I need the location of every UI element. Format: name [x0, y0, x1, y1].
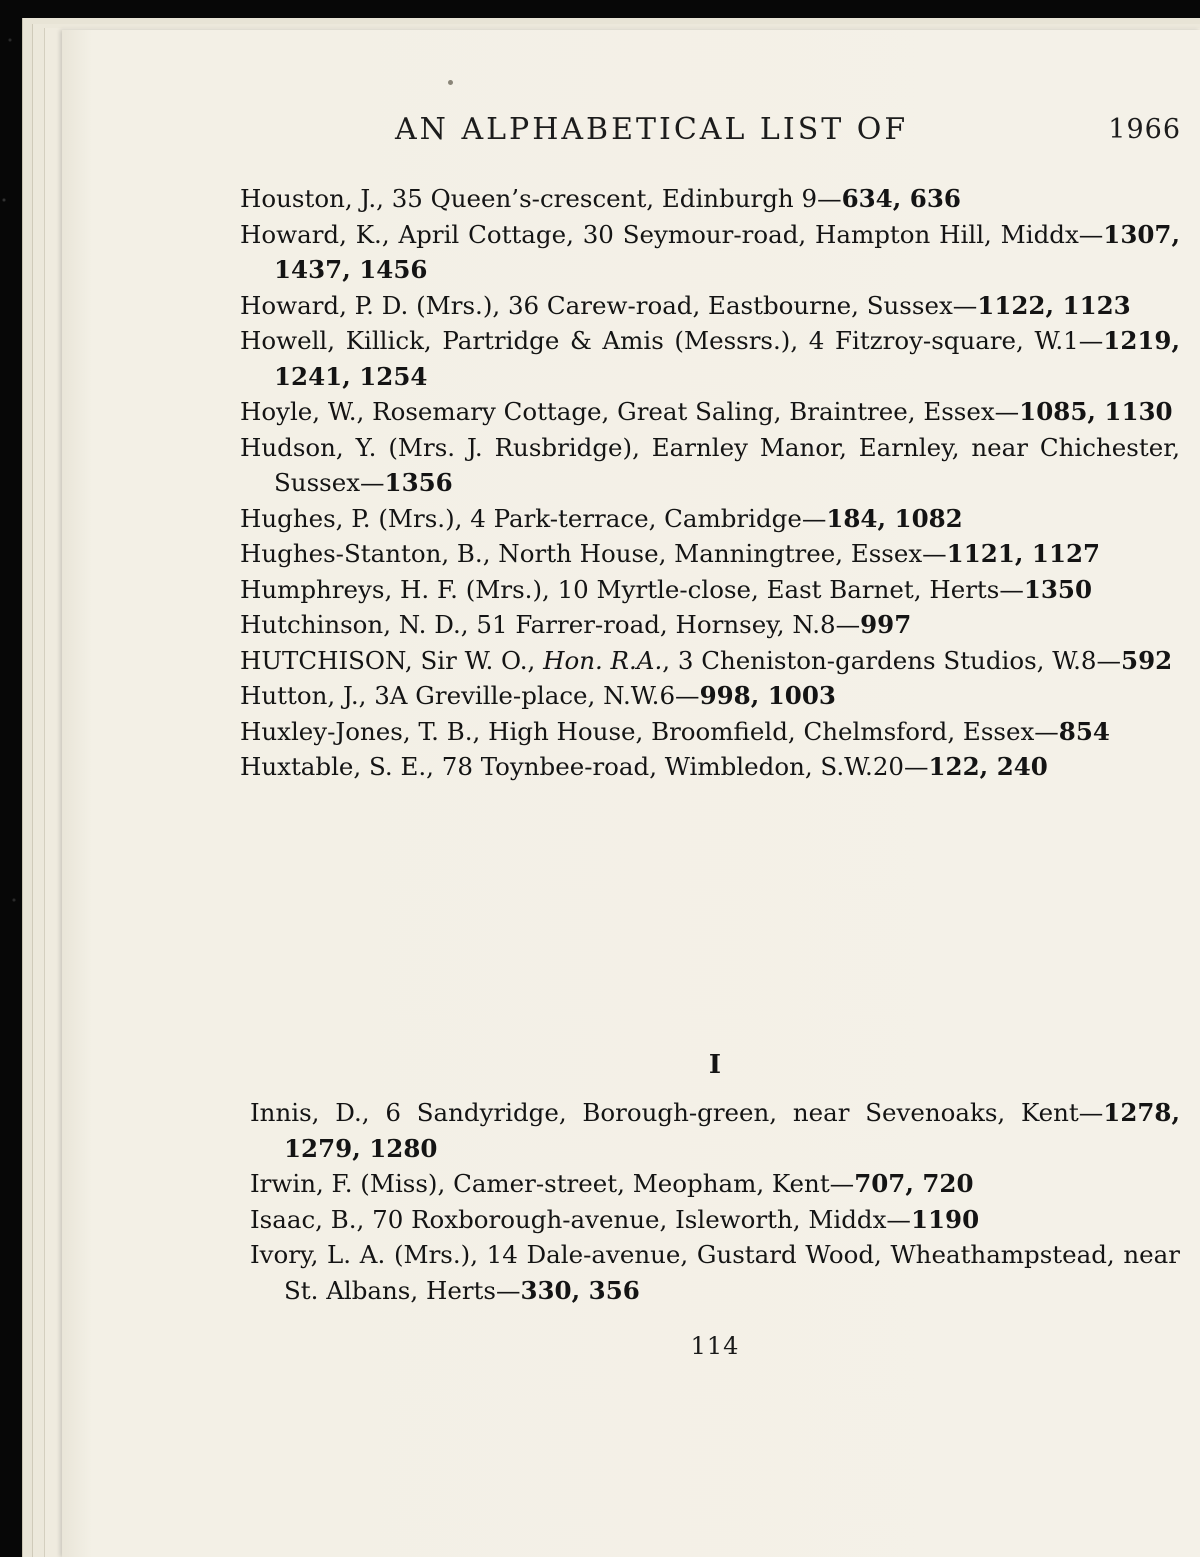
entry-refs: 1190	[910, 1204, 980, 1234]
list-entry: Houston, J., 35 Queen’s-crescent, Edinburgh 9—634, 636	[240, 184, 961, 213]
list-entry: Howell, Killick, Partridge & Amis (Messrs.), 4 Fitzroy-square, W.1—1219, 1241, 1254	[240, 326, 1180, 391]
list-entry: Hutchinson, N. D., 51 Farrer-road, Hornsey, N.8—997	[240, 610, 912, 639]
header-title: AN ALPHABETICAL LIST OF	[395, 112, 909, 147]
entry-refs: 1350	[1023, 574, 1093, 604]
list-entry: Hoyle, W., Rosemary Cottage, Great Saling, Braintree, Essex—1085, 1130	[240, 397, 1173, 426]
section-letter-heading: I	[708, 1050, 722, 1080]
entry-refs: 854	[1058, 716, 1110, 746]
list-entry: Huxtable, S. E., 78 Toynbee-road, Wimbledon, S.W.20—122, 240	[240, 752, 1048, 781]
entry-refs: 634, 636	[841, 184, 961, 213]
entry-refs: 1121, 1127	[946, 539, 1101, 568]
entry-refs: 998, 1003	[699, 681, 836, 710]
page-speck	[448, 80, 453, 85]
page-number: 114	[690, 1332, 740, 1360]
entry-list-i	[250, 1095, 1180, 1308]
entry-refs: 1278, 1279, 1280	[284, 1098, 1180, 1163]
list-entry: Hutton, J., 3A Greville-place, N.W.6—998, 1003	[240, 681, 836, 710]
list-entry: Huxley-Jones, T. B., High House, Broomfield, Chelmsford, Essex—854	[240, 716, 1110, 746]
entry-refs: 330, 356	[520, 1275, 640, 1305]
entry-refs: 122, 240	[928, 752, 1048, 781]
list-entry: Howard, K., April Cottage, 30 Seymour-road, Hampton Hill, Middx—1307, 1437, 1456	[240, 219, 1180, 284]
entry-refs: 1085, 1130	[1019, 397, 1173, 426]
entry-refs: 592	[1121, 645, 1173, 675]
entry-refs: 997	[860, 610, 912, 639]
entry-refs: 1122, 1123	[977, 290, 1131, 320]
entry-refs: 184, 1082	[826, 503, 963, 533]
list-entry: Humphreys, H. F. (Mrs.), 10 Myrtle-close, East Barnet, Herts—1350	[240, 574, 1093, 604]
running-header	[395, 112, 1185, 152]
honorific: Hon. R.A.	[543, 645, 663, 675]
list-entry: Ivory, L. A. (Mrs.), 14 Dale-avenue, Gustard Wood, Wheathampstead, near St. Albans, Herts—330, 356	[250, 1240, 1180, 1305]
header-number: 1966	[1108, 114, 1181, 145]
entry-refs: 1307, 1437, 1456	[274, 219, 1180, 284]
entry-refs: 1356	[384, 468, 453, 497]
entry-list-h	[240, 181, 1180, 785]
list-entry: Hughes-Stanton, B., North House, Manningtree, Essex—1121, 1127	[240, 539, 1101, 568]
list-entry: Isaac, B., 70 Roxborough-avenue, Isleworth, Middx—1190	[250, 1204, 980, 1234]
entry-refs: 1219, 1241, 1254	[274, 326, 1180, 391]
list-entry: Howard, P. D. (Mrs.), 36 Carew-road, Eastbourne, Sussex—1122, 1123	[240, 290, 1131, 320]
list-entry: Hudson, Y. (Mrs. J. Rusbridge), Earnley Manor, Earnley, near Chichester, Sussex—1356	[240, 432, 1180, 497]
list-entry: HUTCHISON, Sir W. O., Hon. R.A., 3 Cheniston-gardens Studios, W.8—592	[240, 645, 1173, 675]
list-entry: Irwin, F. (Miss), Camer-street, Meopham, Kent—707, 720	[250, 1169, 974, 1198]
list-entry: Hughes, P. (Mrs.), 4 Park-terrace, Cambridge—184, 1082	[240, 503, 963, 533]
entry-refs: 707, 720	[854, 1169, 974, 1198]
list-entry: Innis, D., 6 Sandyridge, Borough-green, near Sevenoaks, Kent—1278, 1279, 1280	[250, 1098, 1180, 1163]
